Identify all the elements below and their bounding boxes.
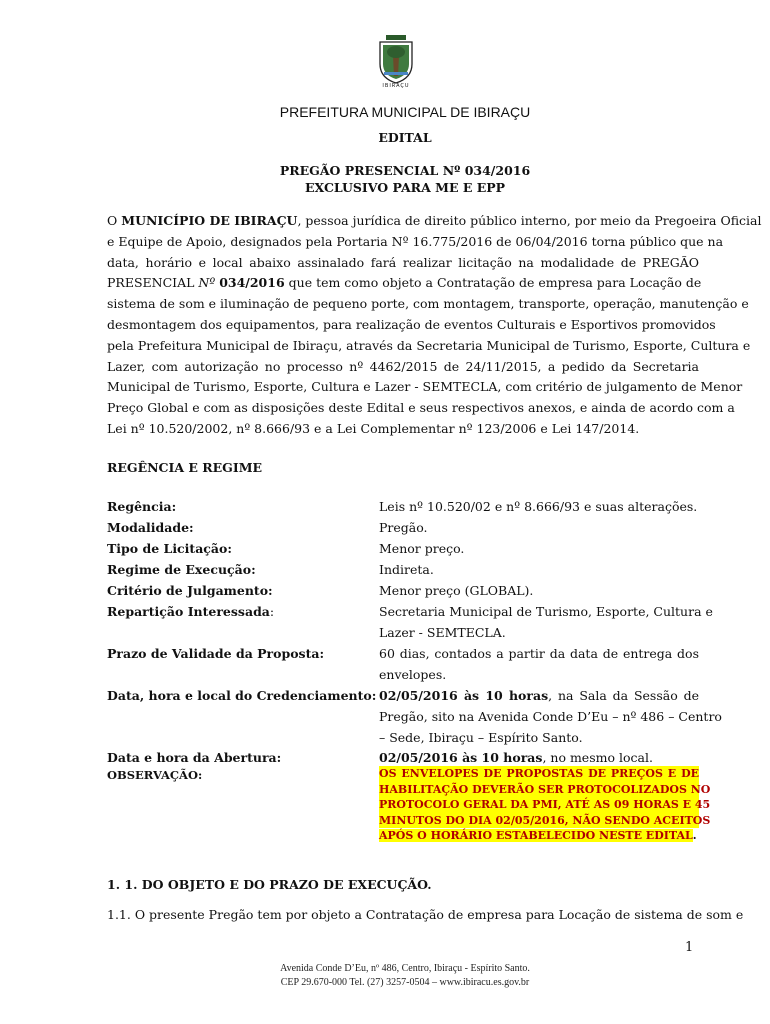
observacao-highlight: OS ENVELOPES DE PROPOSTAS DE PREÇOS E DE HABILITAÇÃO DEVERÃO SER PROTOCOLIZADOS NO PROTOCOLO GERAL DA PMI, ATÉ AS 09 HORAS E 45 MINUTOS DO DIA 02/05/2016, NÃO SENDO ACEITOS APÓS O HORÁRIO ESTABELECIDO NESTE EDITAL. xyxy=(379,767,711,843)
credenciamento-value: 02/05/2016 às 10 horas, na Sala da Sessão de Pregão, sito na Avenida Conde D’Eu – nº 486 – Centro – Sede, Ibiraçu – Espírito Santo. xyxy=(379,688,722,745)
footer-address: Avenida Conde D’Eu, nº 486, Centro, Ibiraçu - Espírito Santo. xyxy=(280,963,530,974)
intro-line: pela Prefeitura Municipal de Ibiraçu, através da Secretaria Municipal de Turismo, Esporte, Cultura e xyxy=(107,337,751,353)
page-title: PREFEITURA MUNICIPAL DE IBIRAÇU xyxy=(279,104,531,120)
intro-line: PRESENCIAL Nº 034/2016 que tem como objeto a Contratação de empresa para Locação de xyxy=(107,275,702,291)
regencia-value: Leis nº 10.520/02 e nº 8.666/93 e suas alterações. xyxy=(379,499,698,514)
intro-line: sistema de som e iluminação de pequeno porte, com montagem, transporte, operação, manutenção e xyxy=(107,296,749,312)
page-number: 1 xyxy=(685,940,694,955)
tipo-value: Menor preço. xyxy=(379,541,465,556)
criterio-label: Critério de Julgamento: xyxy=(107,583,273,598)
intro-line: Lazer, com autorização no processo nº 4462/2015 de 24/11/2015, a pedido da Secretaria xyxy=(107,358,699,374)
intro-line: O MUNICÍPIO DE IBIRAÇU, pessoa jurídica de direito público interno, por meio da Pregoeira Oficial xyxy=(107,213,762,228)
observacao-label: OBSERVAÇÃO: xyxy=(107,768,203,782)
regencia-heading: REGÊNCIA E REGIME xyxy=(107,460,263,475)
abertura-label: Data e hora da Abertura: xyxy=(107,750,282,765)
intro-line: e Equipe de Apoio, designados pela Portaria Nº 16.775/2016 de 06/04/2016 torna público que na xyxy=(107,233,724,249)
intro-line: data, horário e local abaixo assinalado fará realizar licitação na modalidade de PREGÃO xyxy=(107,254,699,270)
intro-line: Preço Global e com as disposições deste Edital e seus respectivos anexos, e ainda de acordo com a xyxy=(107,400,735,416)
prazo-value: 60 dias, contados a partir da data de entrega dos envelopes. xyxy=(379,646,699,682)
intro-line: desmontagem dos equipamentos, para realização de eventos Culturais e Esportivos promovidos xyxy=(107,316,716,332)
section-1-text: 1.1. O presente Pregão tem por objeto a Contratação de empresa para Locação de sistema de som e xyxy=(107,907,744,922)
abertura-value: 02/05/2016 às 10 horas, no mesmo local. xyxy=(379,750,653,765)
credenciamento-label: Data, hora e local do Credenciamento: xyxy=(107,688,377,703)
criterio-value: Menor preço (GLOBAL). xyxy=(379,583,534,598)
tipo-label: Tipo de Licitação: xyxy=(107,541,232,556)
edital-heading: EDITAL xyxy=(378,130,432,145)
intro-line: Municipal de Turismo, Esporte, Cultura e Lazer - SEMTECLA, com critério de julgamento de Menor xyxy=(107,379,743,395)
intro-paragraph xyxy=(107,211,762,440)
exclusivo-heading: EXCLUSIVO PARA ME E EPP xyxy=(304,180,506,195)
reparticao-value: Secretaria Municipal de Turismo, Esporte, Cultura e Lazer - SEMTECLA. xyxy=(379,604,713,640)
regime-label: Regime de Execução: xyxy=(107,562,256,577)
prazo-label: Prazo de Validade da Proposta: xyxy=(107,646,325,661)
regime-value: Indireta. xyxy=(379,562,434,577)
intro-line: Lei nº 10.520/2002, nº 8.666/93 e a Lei Complementar nº 123/2006 e Lei 147/2014. xyxy=(107,420,640,436)
coat-of-arms-motto: IBIRAÇU xyxy=(382,83,410,89)
modalidade-value: Pregão. xyxy=(379,520,428,535)
regencia-label: Regência: xyxy=(107,499,177,514)
pregao-heading: PREGÃO PRESENCIAL Nº 034/2016 xyxy=(279,163,531,178)
modalidade-label: Modalidade: xyxy=(107,520,194,535)
page-footer xyxy=(0,962,770,990)
coat-of-arms-icon xyxy=(376,34,416,88)
footer-contact: CEP 29.670-000 Tel. (27) 3257-0504 – www.ibiracu.es.gov.br xyxy=(280,977,530,988)
reparticao-label: Repartição Interessada: xyxy=(107,604,275,619)
municipio-name: MUNICÍPIO DE IBIRAÇU xyxy=(121,213,298,228)
section-1-heading: 1. 1. DO OBJETO E DO PRAZO DE EXECUÇÃO. xyxy=(107,877,432,892)
